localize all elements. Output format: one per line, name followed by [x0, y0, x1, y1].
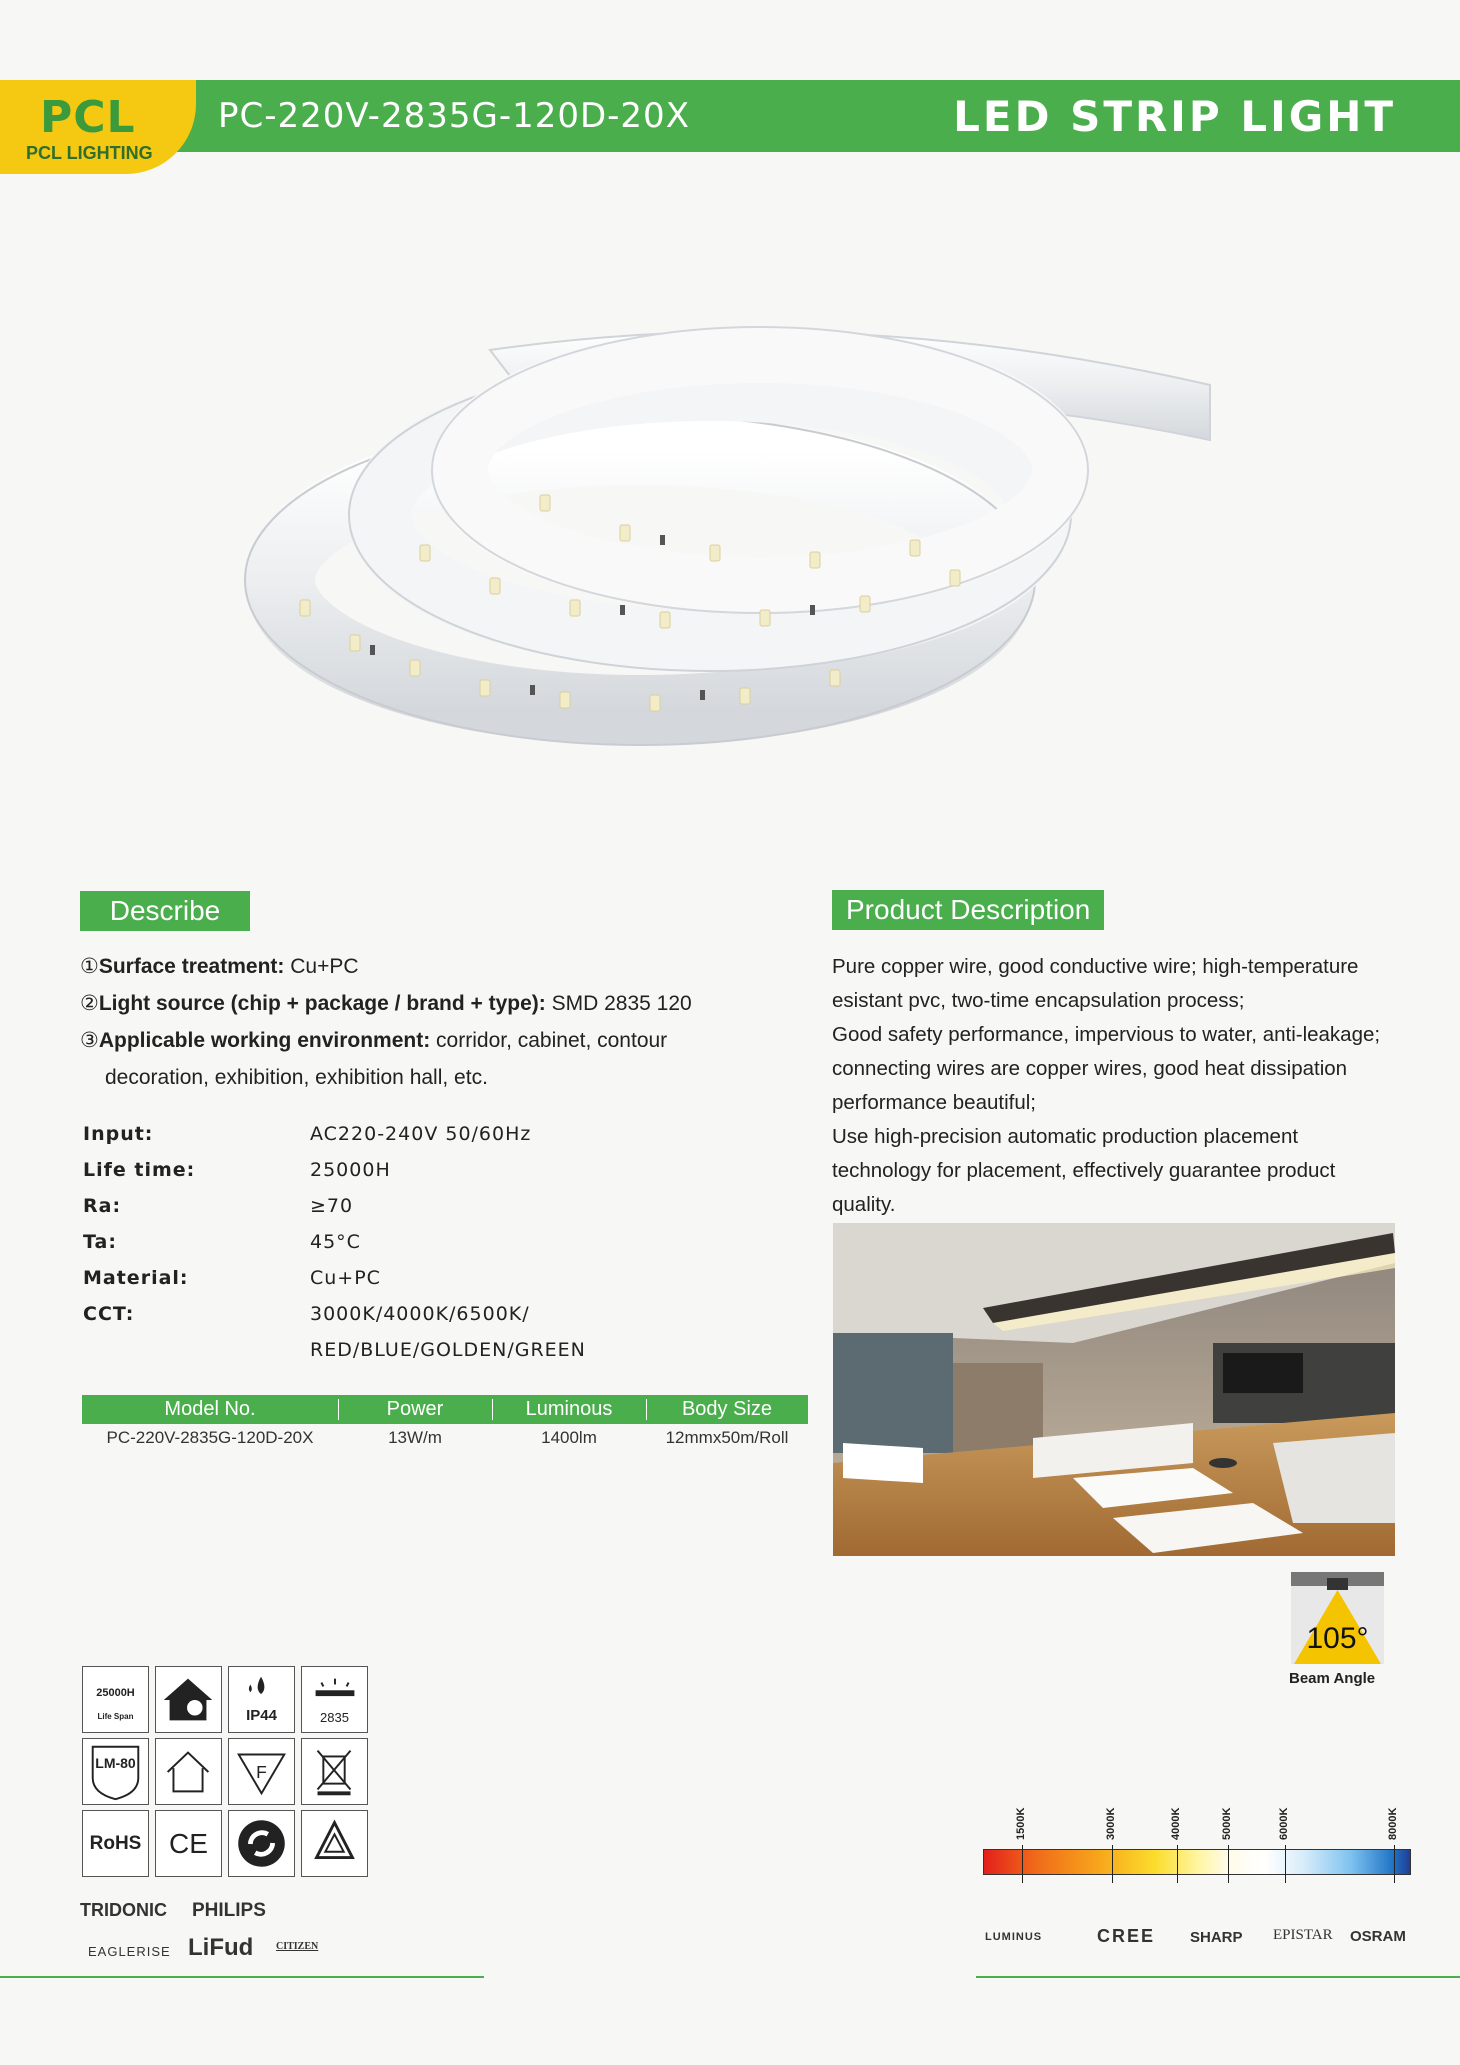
desc-line: connecting wires are copper wires, good heat dissipation — [832, 1057, 1348, 1080]
desc-line: technology for placement, effectively guarantee product — [832, 1159, 1336, 1182]
ct-tick — [1285, 1845, 1286, 1883]
desc-line: Good safety performance, impervious to water, anti-leakage; — [832, 1023, 1381, 1046]
ip-rating: IP44 — [246, 1707, 277, 1724]
lm80-label: LM-80 — [95, 1755, 136, 1771]
lifespan-icon — [82, 1666, 149, 1733]
td-luminous: 1400lm — [541, 1428, 597, 1447]
ct-tick — [1022, 1845, 1023, 1883]
indoor-use-icon — [155, 1738, 222, 1805]
feature-surface: ①Surface treatment: Cu+PC — [80, 955, 359, 978]
spec-table-header — [82, 1395, 808, 1424]
td-power: 13W/m — [388, 1428, 442, 1447]
ct-label-5000k: 5000K — [1221, 1807, 1233, 1840]
ct-tick — [1112, 1845, 1113, 1883]
chip-label: 2835 — [320, 1710, 349, 1725]
lm80-icon — [82, 1738, 149, 1805]
ip44-icon — [228, 1666, 295, 1733]
describe-heading: Describe — [80, 891, 250, 931]
ct-label-6000k: 6000K — [1278, 1807, 1290, 1840]
brand-tridonic: TRIDONIC — [80, 1900, 167, 1920]
recycle-icon — [301, 1810, 368, 1877]
brand-luminus: LUMINUS — [985, 1931, 1043, 1943]
desc-line: Use high-precision automatic production placement — [832, 1125, 1299, 1148]
ct-label-8000k: 8000K — [1387, 1807, 1399, 1840]
td-model: PC-220V-2835G-120D-20X — [106, 1428, 314, 1447]
th-luminous: Luminous — [525, 1398, 613, 1420]
ct-gradient-bar — [983, 1849, 1411, 1875]
brand-philips: PHILIPS — [192, 1900, 266, 1921]
brand-citizen: CITIZEN — [276, 1941, 319, 1952]
desc-line: Pure copper wire, good conductive wire; high-temperature — [832, 955, 1359, 978]
weee-icon — [301, 1738, 368, 1805]
indoor-home-icon — [155, 1666, 222, 1733]
brand-sharp: SHARP — [1190, 1929, 1243, 1946]
footer-line-right — [976, 1976, 1460, 1978]
logo-subtitle: PCL LIGHTING — [26, 143, 153, 163]
ce-label: CE — [169, 1828, 208, 1859]
brand-cree: CREE — [1097, 1926, 1156, 1946]
feature-light-source: ②Light source (chip + package / brand + type): SMD 2835 120 — [80, 992, 692, 1015]
feature-environment-cont: decoration, exhibition, exhibition hall, etc. — [105, 1066, 488, 1089]
brand-epistar: EPISTAR — [1273, 1927, 1333, 1943]
logo-text: PCL — [40, 92, 136, 143]
beam-angle-label: Beam Angle — [1289, 1670, 1376, 1687]
rohs-label: RoHS — [89, 1833, 142, 1854]
ct-tick — [1394, 1845, 1395, 1883]
beam-angle-icon — [1291, 1572, 1384, 1664]
product-description-heading: Product Description — [832, 890, 1104, 930]
ct-label-3000k: 3000K — [1105, 1807, 1117, 1840]
ct-label-4000k: 4000K — [1170, 1807, 1182, 1840]
category-title: LED STRIP LIGHT — [953, 92, 1396, 141]
desc-line: quality. — [832, 1193, 896, 1216]
green-dot-icon — [228, 1810, 295, 1877]
rohs-icon — [82, 1810, 149, 1877]
ct-tick — [1228, 1845, 1229, 1883]
td-body-size: 12mmx50m/Roll — [665, 1428, 789, 1447]
led-strip-image — [240, 300, 1220, 770]
product-description-text — [832, 950, 1432, 1222]
th-power: Power — [386, 1398, 444, 1420]
desc-line: esistant pvc, two-time encapsulation process; — [832, 989, 1245, 1012]
lifespan-value: 25000H — [96, 1687, 135, 1699]
ct-tick — [1177, 1845, 1178, 1883]
footer-line-left — [0, 1976, 484, 1978]
brand-osram: OSRAM — [1350, 1928, 1406, 1945]
th-model: Model No. — [164, 1398, 256, 1420]
ct-label-1500k: 1500K — [1015, 1807, 1027, 1840]
interior-photo — [833, 1223, 1395, 1556]
th-body-size: Body Size — [681, 1398, 773, 1420]
svg-text:F: F — [256, 1761, 267, 1782]
f-mark-icon — [228, 1738, 295, 1805]
desc-line: performance beautiful; — [832, 1091, 1036, 1114]
ce-icon — [155, 1810, 222, 1877]
brand-eaglerise: EAGLERISE — [88, 1944, 171, 1959]
brand-lifud: LiFud — [188, 1934, 254, 1961]
feature-environment: ③Applicable working environment: corridor, cabinet, contour — [80, 1029, 668, 1052]
chip-2835-icon — [301, 1666, 368, 1733]
beam-angle-value: 105° — [1306, 1622, 1369, 1655]
lifespan-label: Life Span — [97, 1712, 134, 1721]
model-title: PC-220V-2835G-120D-20X — [218, 96, 690, 136]
